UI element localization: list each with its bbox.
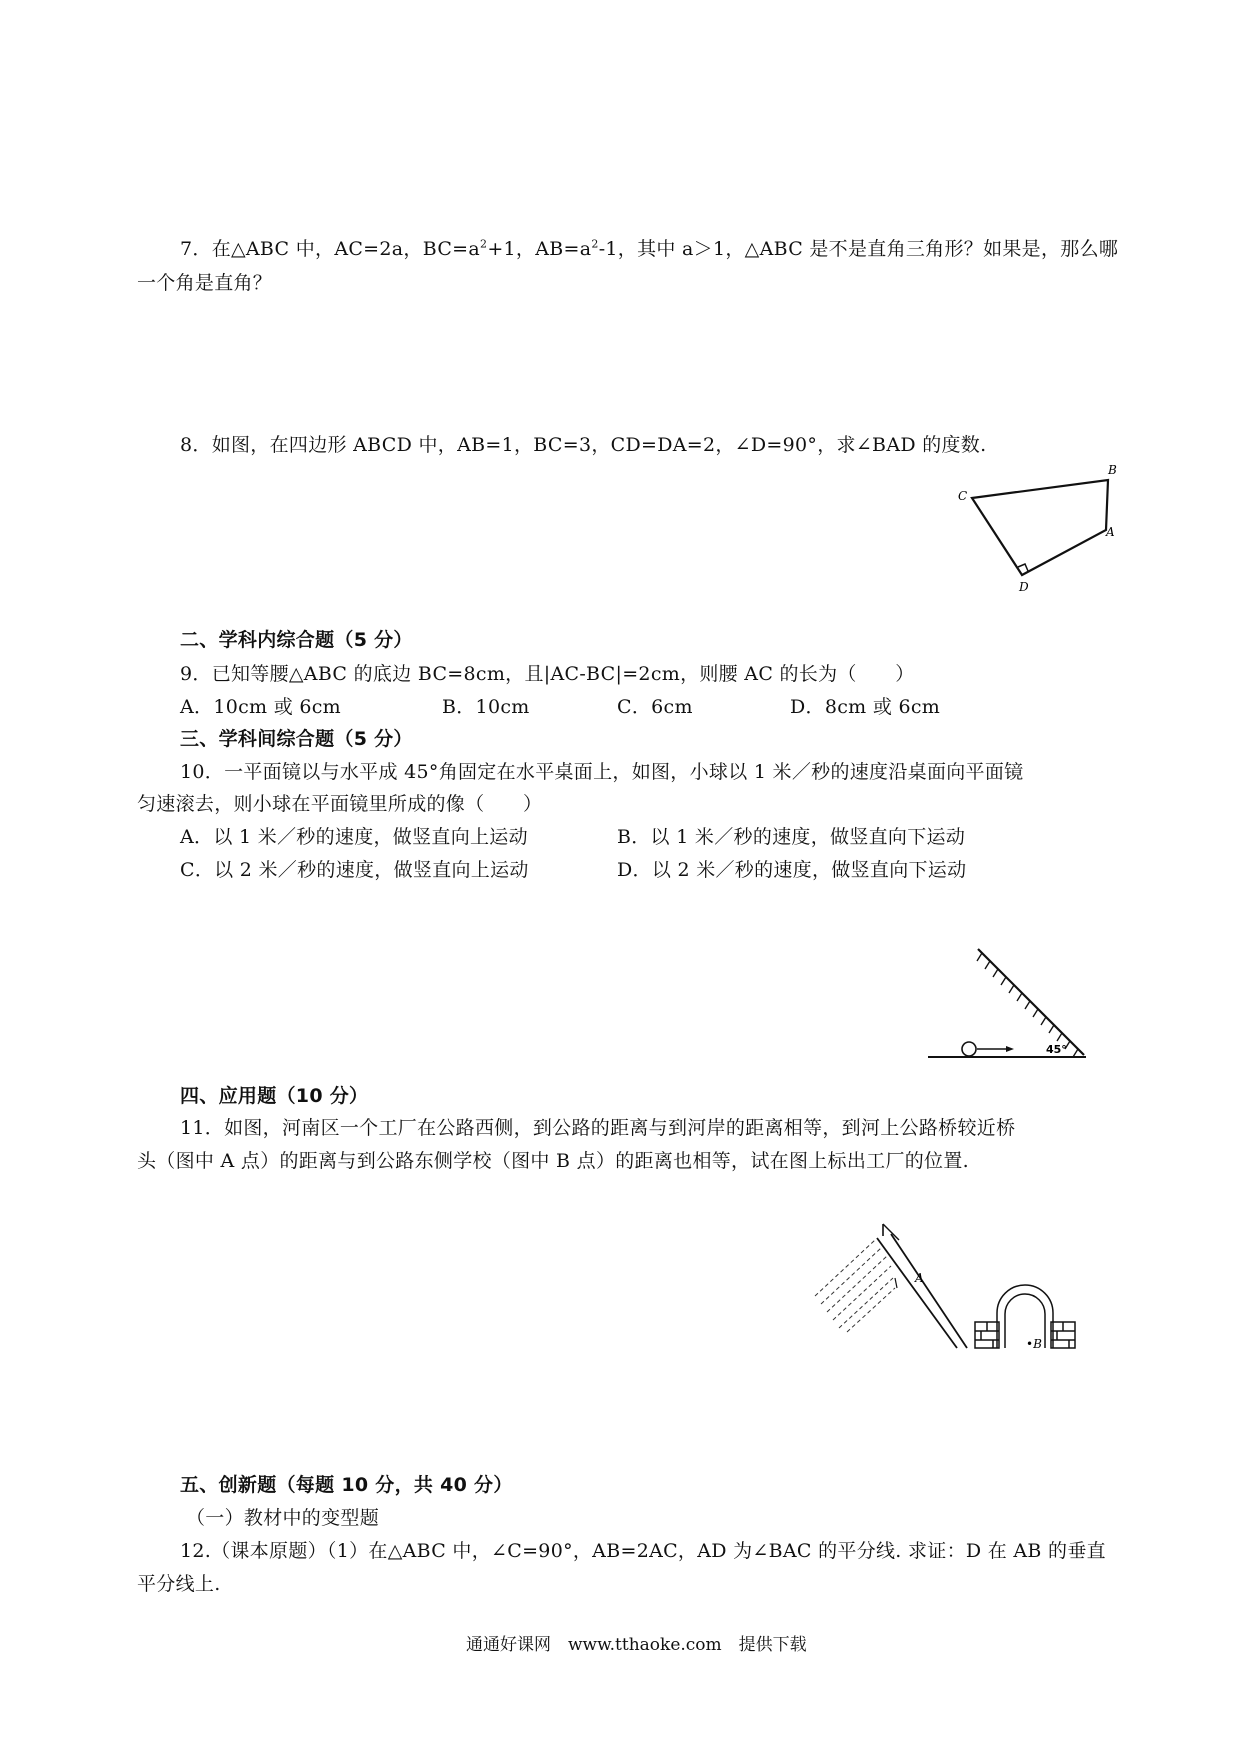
q7-text-a: 7．在△ABC 中，AC=2a，BC=a — [180, 238, 481, 260]
q7-superscript-1: 2 — [480, 237, 488, 251]
section-2-heading: 二、学科内综合题（5 分） — [180, 629, 413, 651]
q9-option-d: D．8cm 或 6cm — [790, 696, 941, 718]
label-a: A — [915, 1271, 924, 1285]
angle-label: 45° — [1046, 1043, 1067, 1056]
quadrilateral-figure — [956, 460, 1122, 610]
q10-option-d: D．以 2 米／秒的速度，做竖直向下运动 — [617, 859, 967, 881]
section-3-heading: 三、学科间综合题（5 分） — [180, 728, 413, 750]
label-c: C — [958, 489, 968, 503]
q11-line-2: 头（图中 A 点）的距离与到公路东侧学校（图中 B 点）的距离也相等，试在图上标出工厂的位置. — [137, 1150, 969, 1172]
mirror-figure — [926, 895, 1122, 1060]
q9-text: 9．已知等腰△ABC 的底边 BC=8cm，且|AC-BC|=2cm，则腰 AC 的长为（ ） — [180, 663, 915, 685]
label-a: A — [1106, 525, 1115, 539]
q10-line-1: 10．一平面镜以与水平成 45°角固定在水平桌面上，如图，小球以 1 米／秒的速度沿桌面向平面镜 — [180, 761, 1024, 783]
section-4-heading: 四、应用题（10 分） — [180, 1085, 369, 1107]
q10-option-c: C．以 2 米／秒的速度，做竖直向上运动 — [180, 859, 529, 881]
q12-line-1: 12.（课本原题）（1）在△ABC 中，∠C=90°，AB=2AC，AD 为∠BAC 的平分线. 求证：D 在 AB 的垂直 — [180, 1540, 1106, 1562]
q7-line-2: 一个角是直角？ — [137, 272, 273, 294]
q9-option-c: C．6cm — [617, 696, 693, 718]
q7-text-b: +1，AB=a — [487, 238, 592, 260]
q10-option-a: A．以 1 米／秒的速度，做竖直向上运动 — [180, 826, 528, 848]
q9-option-a: A．10cm 或 6cm — [180, 696, 341, 718]
q9-option-b: B．10cm — [442, 696, 530, 718]
subsection-heading: （一）教材中的变型题 — [186, 1507, 380, 1529]
section-5-heading: 五、创新题（每题 10 分，共 40 分） — [180, 1474, 513, 1496]
q7-superscript-2: 2 — [591, 237, 599, 251]
q12-line-2: 平分线上. — [137, 1573, 221, 1595]
q11-line-1: 11．如图，河南区一个工厂在公路西侧，到公路的距离与到河岸的距离相等，到河上公路桥较近桥 — [180, 1117, 1016, 1139]
q7-text-c: -1，其中 a＞1，△ABC 是不是直角三角形？如果是，那么哪 — [598, 238, 1119, 260]
q10-line-2: 匀速滚去，则小球在平面镜里所成的像（ ） — [137, 793, 543, 815]
label-b: B — [1108, 463, 1117, 477]
q7-line-1 — [180, 234, 1118, 261]
page-footer: 通通好课网 www.tthaoke.com 提供下载 — [466, 1635, 807, 1655]
map-figure — [791, 1188, 1122, 1353]
q8-text: 8．如图，在四边形 ABCD 中，AB=1，BC=3，CD=DA=2，∠D=90°，求∠BAD 的度数. — [180, 434, 987, 456]
q10-option-b: B．以 1 米／秒的速度，做竖直向下运动 — [617, 826, 966, 848]
label-b: •B — [1026, 1337, 1042, 1351]
label-d: D — [1019, 580, 1029, 594]
